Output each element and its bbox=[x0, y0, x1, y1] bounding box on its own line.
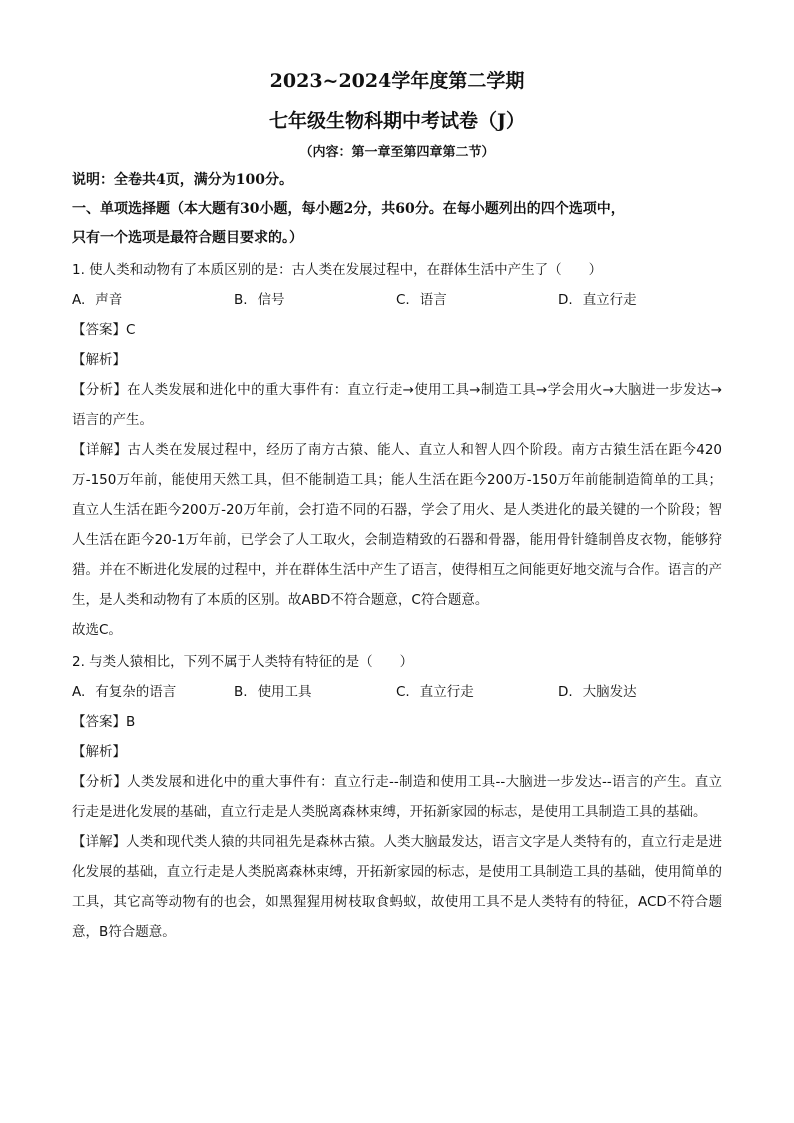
exam-title-subject: 七年级生物科期中考试卷（J） bbox=[269, 110, 525, 132]
fenxi-text: 在人类发展和进化中的重大事件有：直立行走→使用工具→制造工具→学会用火→大脑进一步发达→语言的产生。 bbox=[72, 382, 723, 428]
question-1-options bbox=[72, 285, 722, 315]
question-1-xiangjie bbox=[72, 435, 722, 615]
xiangjie-tag: 【详解】 bbox=[72, 442, 128, 458]
option-letter: B. bbox=[234, 292, 248, 308]
question-2-option-d bbox=[558, 677, 720, 707]
question-2-fenxi bbox=[72, 767, 722, 827]
fenxi-tag: 【分析】 bbox=[72, 774, 128, 790]
exam-subtitle-scope: （内容：第一章至第四章第二节） bbox=[299, 145, 495, 160]
question-1-conclusion: 故选C。 bbox=[72, 622, 122, 638]
option-letter: B. bbox=[234, 684, 248, 700]
option-letter: C. bbox=[396, 684, 410, 700]
fenxi-text: 人类发展和进化中的重大事件有：直立行走--制造和使用工具--大脑进一步发达--语言的产生。直立行走是进化发展的基础，直立行走是人类脱离森林束缚，开拓新家园的标志，是使用工具制造工具的基础。 bbox=[72, 774, 723, 820]
question-1-stem: 1. 使人类和动物有了本质区别的是：古人类在发展过程中，在群体生活中产生了（ ） bbox=[72, 262, 603, 278]
question-2-option-b bbox=[234, 677, 396, 707]
answer-value: C bbox=[126, 322, 136, 338]
question-2-option-a bbox=[72, 677, 234, 707]
question-1-answer bbox=[72, 315, 722, 345]
option-letter: A. bbox=[72, 292, 86, 308]
xiangjie-text: 人类和现代类人猿的共同祖先是森林古猿。人类大脑最发达，语言文字是人类特有的，直立行走是进化发展的基础，直立行走是人类脱离森林束缚，开拓新家园的标志，是使用工具制造工具的基础，使用简单的工具，其它高等动物有的也会，如黑猩猩用树枝取食蚂蚁，故使用工具不是人类特有的特征，ACD不符合题意，B符合题意。 bbox=[72, 834, 723, 940]
fenxi-tag: 【分析】 bbox=[72, 382, 128, 398]
question-2-answer bbox=[72, 707, 722, 737]
option-text: 直立行走 bbox=[419, 684, 474, 700]
option-text: 语言 bbox=[419, 292, 447, 308]
answer-tag: 【答案】 bbox=[72, 714, 126, 730]
xiangjie-tag: 【详解】 bbox=[72, 834, 127, 850]
question-2-options bbox=[72, 677, 722, 707]
section-heading-line1: 一、单项选择题（本大题有30小题，每小题2分，共60分。在每小题列出的四个选项中， bbox=[72, 201, 625, 217]
option-text: 大脑发达 bbox=[582, 684, 637, 700]
option-text: 信号 bbox=[257, 292, 285, 308]
exam-instructions: 说明：全卷共4页，满分为100分。 bbox=[72, 172, 293, 188]
exam-page bbox=[72, 66, 722, 947]
question-1-option-b bbox=[234, 285, 396, 315]
question-2-analysis-tag: 【解析】 bbox=[72, 744, 126, 760]
question-2-option-c bbox=[396, 677, 558, 707]
question-2-xiangjie bbox=[72, 827, 722, 947]
xiangjie-text: 古人类在发展过程中，经历了南方古猿、能人、直立人和智人四个阶段。南方古猿生活在距今420万-150万年前，能使用天然工具，但不能制造工具；能人生活在距今200万-150万年前能制造简单的工具；直立人生活在距今200万-20万年前，会打造不同的石器，学会了用火、是人类进化的最关键的一个阶段；智人生活在距今20-1万年前，已学会了人工取火，会制造精致的石器和骨器，能用骨针缝制兽皮衣物，能够狩猎。并在不断进化发展的过程中，并在群体生活中产生了语言，使得相互之间能更好地交流与合作。语言的产生，是人类和动物有了本质的区别。故ABD不符合题意，C符合题意。 bbox=[72, 442, 722, 608]
exam-title-year: 2023~2024学年度第二学期 bbox=[269, 70, 525, 92]
section-heading-line2: 只有一个选项是最符合题目要求的。） bbox=[72, 230, 303, 246]
option-text: 有复杂的语言 bbox=[95, 684, 177, 700]
option-text: 声音 bbox=[95, 292, 123, 308]
question-1-option-d bbox=[558, 285, 720, 315]
option-text: 使用工具 bbox=[257, 684, 312, 700]
question-2-stem: 2. 与类人猿相比，下列不属于人类特有特征的是（ ） bbox=[72, 654, 414, 670]
question-1-analysis-tag: 【解析】 bbox=[72, 352, 126, 368]
option-letter: D. bbox=[558, 684, 573, 700]
question-1-fenxi bbox=[72, 375, 722, 435]
answer-tag: 【答案】 bbox=[72, 322, 126, 338]
answer-value: B bbox=[126, 714, 136, 730]
option-text: 直立行走 bbox=[582, 292, 637, 308]
question-1-option-a bbox=[72, 285, 234, 315]
option-letter: C. bbox=[396, 292, 410, 308]
option-letter: D. bbox=[558, 292, 573, 308]
option-letter: A. bbox=[72, 684, 86, 700]
question-1-option-c bbox=[396, 285, 558, 315]
